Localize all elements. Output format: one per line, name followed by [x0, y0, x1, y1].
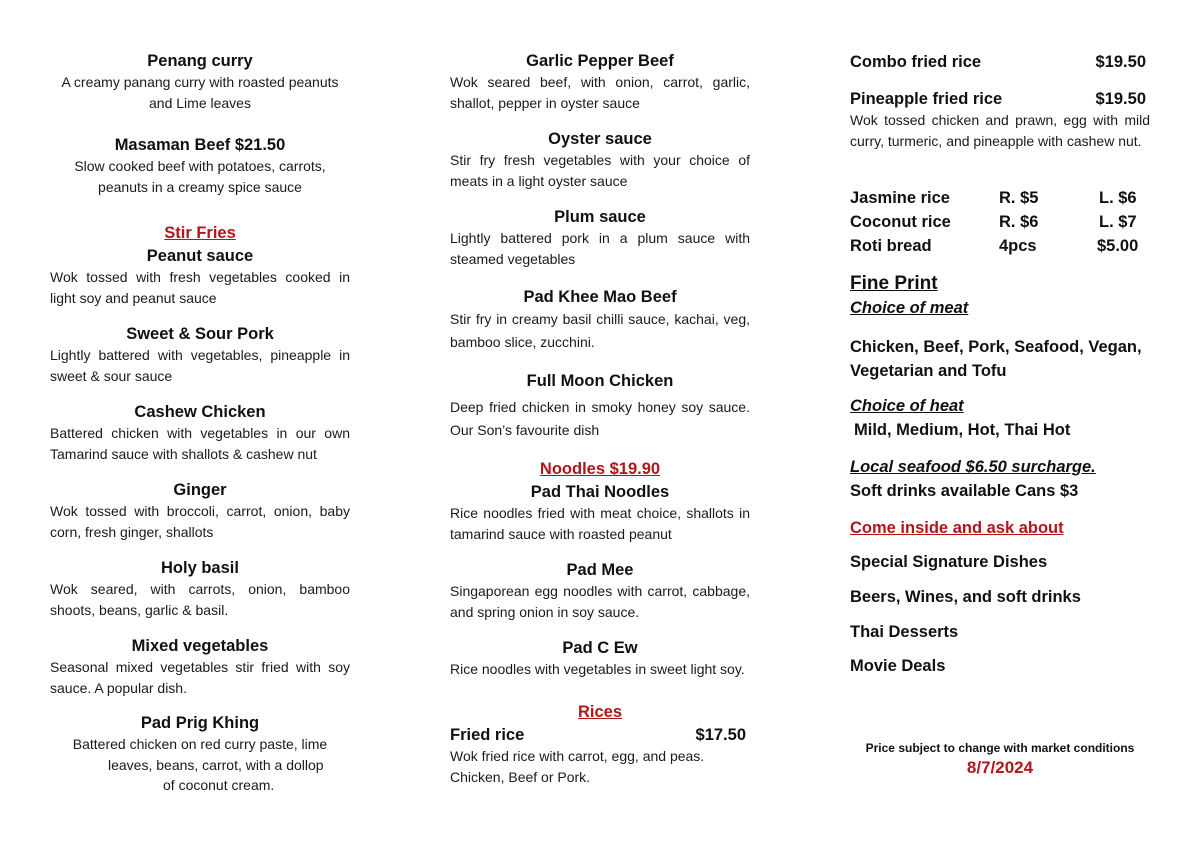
item-description: Slow cooked beef with potatoes, carrots, peanuts in a creamy spice sauce [74, 158, 326, 195]
ask-about-item: Thai Desserts [850, 623, 959, 641]
item-description-line-1: Battered chicken on red curry paste, lime [72, 736, 328, 752]
menu-item-cashew-chicken [50, 401, 350, 464]
menu-item-holy-basil [50, 557, 350, 620]
item-name: Penang curry [147, 52, 253, 70]
price-change-note: Price subject to change with market conditions [865, 741, 1135, 755]
item-description: Wok seared beef, with onion, carrot, garlic, shallot, pepper in oyster sauce [450, 74, 750, 111]
side-item-name: Coconut rice [850, 213, 951, 231]
item-name: Sweet & Sour Pork [126, 325, 274, 343]
item-name: Full Moon Chicken [526, 372, 674, 390]
item-name: Oyster sauce [548, 130, 652, 148]
item-name: Peanut sauce [146, 247, 254, 265]
menu-date: 8/7/2024 [966, 758, 1034, 777]
seafood-surcharge-note: Local seafood $6.50 surcharge. [850, 458, 1096, 476]
choice-of-heat-heading: Choice of heat [850, 397, 964, 415]
side-item-large-price: L. $7 [1099, 213, 1137, 231]
menu-item-oyster-sauce [450, 128, 750, 191]
item-description: Stir fry fresh vegetables with your choice of meats in a light oyster sauce [450, 152, 750, 189]
item-name: Pad C Ew [562, 639, 638, 657]
item-description: Wok tossed with broccoli, carrot, onion, baby corn, fresh ginger, shallots [50, 503, 350, 540]
side-item-quantity: 4pcs [999, 237, 1037, 255]
side-item-large-price: L. $6 [1099, 189, 1137, 207]
item-price: $19.50 [1095, 53, 1146, 71]
item-name: Holy basil [161, 559, 239, 577]
menu-item-fried-rice [450, 724, 750, 787]
item-description: Wok tossed with fresh vegetables cooked in light soy and peanut sauce [50, 269, 350, 306]
item-name: Plum sauce [554, 208, 646, 226]
menu-item-mixed-vegetables [50, 635, 350, 698]
item-description: Rice noodles with vegetables in sweet light soy. [450, 661, 745, 677]
come-inside-heading: Come inside and ask about [850, 519, 1064, 537]
menu-item-penang-curry [50, 50, 350, 113]
menu-item-sweet-sour-pork [50, 323, 350, 386]
menu-item-full-moon-chicken [450, 370, 750, 442]
item-description: Singaporean egg noodles with carrot, cabbage, and spring onion in soy sauce. [450, 583, 750, 620]
item-description: Lightly battered pork in a plum sauce with steamed vegetables [450, 230, 750, 267]
item-name: Masaman Beef $21.50 [114, 136, 286, 154]
menu-item-masaman-beef [50, 134, 350, 197]
ask-about-item: Beers, Wines, and soft drinks [850, 588, 1081, 606]
menu-column-1 [50, 0, 350, 860]
item-description-line-2: leaves, beans, carrot, with a dollop [108, 756, 324, 773]
choice-of-meat-heading: Choice of meat [850, 299, 969, 317]
item-name: Fried rice [450, 726, 525, 744]
menu-item-pad-khee-mao-beef [450, 286, 750, 354]
item-price: $19.50 [1095, 90, 1146, 108]
item-description: Seasonal mixed vegetables stir fried with soy sauce. A popular dish. [50, 659, 350, 696]
item-name: Combo fried rice [850, 53, 982, 71]
item-name: Garlic Pepper Beef [526, 52, 674, 70]
item-name: Pad Mee [566, 561, 634, 579]
item-name: Pad Thai Noodles [530, 483, 670, 501]
item-description: A creamy panang curry with roasted peanuts and Lime leaves [61, 74, 339, 111]
side-item-regular-price: R. $6 [999, 213, 1039, 231]
fine-print-heading: Fine Print [850, 273, 938, 294]
menu-item-combo-fried-rice [850, 51, 1150, 73]
choice-of-heat-text: Mild, Medium, Hot, Thai Hot [854, 421, 1071, 439]
item-name: Cashew Chicken [134, 403, 266, 421]
menu-item-pad-prig-khing [50, 712, 350, 796]
item-name: Pad Prig Khing [140, 714, 260, 732]
side-item-price: $5.00 [1097, 237, 1139, 255]
item-description: Lightly battered with vegetables, pineapple in sweet & sour sauce [50, 347, 350, 384]
side-item-regular-price: R. $5 [999, 189, 1039, 207]
menu-column-3 [850, 0, 1150, 860]
ask-about-item: Special Signature Dishes [850, 553, 1048, 571]
choice-of-meat-text: Chicken, Beef, Pork, Seafood, Vegan, Vegetarian and Tofu [850, 338, 1142, 380]
item-name: Ginger [173, 481, 227, 499]
item-description: Stir fry in creamy basil chilli sauce, kachai, veg, bamboo slice, zucchini. [450, 311, 750, 350]
section-heading-rices: Rices [577, 703, 623, 721]
menu-item-ginger [50, 479, 350, 542]
menu-item-pineapple-fried-rice [850, 88, 1150, 151]
ask-about-item: Movie Deals [850, 657, 946, 675]
item-name: Pad Khee Mao Beef [523, 288, 677, 306]
item-description: Wok seared, with carrots, onion, bamboo shoots, beans, garlic & basil. [50, 581, 350, 618]
item-price: $17.50 [695, 726, 746, 744]
item-description: Rice noodles fried with meat choice, shallots in tamarind sauce with roasted peanut [450, 505, 750, 542]
section-heading-stir-fries: Stir Fries [164, 224, 236, 242]
item-description: Deep fried chicken in smoky honey soy sauce. Our Son’s favourite dish [450, 399, 750, 438]
item-name: Pineapple fried rice [850, 90, 1003, 108]
item-description: Battered chicken with vegetables in our own Tamarind sauce with shallots & cashew nut [50, 425, 350, 462]
item-description: Wok tossed chicken and prawn, egg with mild curry, turmeric, and pineapple with cashew nut. [850, 112, 1150, 149]
menu-item-peanut-sauce [50, 245, 350, 308]
side-item-name: Roti bread [850, 237, 932, 255]
item-name: Mixed vegetables [131, 637, 269, 655]
menu-item-plum-sauce [450, 206, 750, 269]
menu-item-garlic-pepper-beef [450, 50, 750, 113]
section-heading-noodles: Noodles $19.90 [539, 460, 661, 478]
side-item-name: Jasmine rice [850, 189, 950, 207]
menu-item-pad-thai-noodles [450, 481, 750, 544]
soft-drinks-note: Soft drinks available Cans $3 [850, 482, 1079, 500]
menu-item-pad-c-ew [450, 637, 750, 680]
item-description-line-3: of coconut cream. [163, 777, 275, 793]
item-description: Wok fried rice with carrot, egg, and peas. Chicken, Beef or Pork. [450, 748, 705, 785]
menu-column-2 [450, 0, 750, 860]
menu-item-pad-mee [450, 559, 750, 622]
